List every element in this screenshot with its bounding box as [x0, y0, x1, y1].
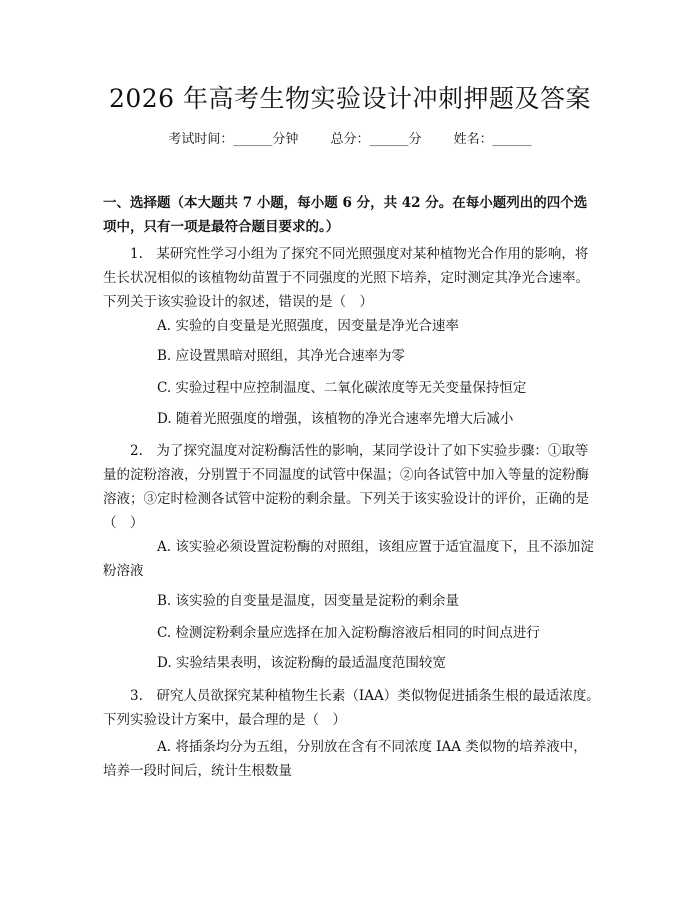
- question-2-option-c: C. 检测淀粉剩余量应选择在加入淀粉酶溶液后相同的时间点进行: [157, 625, 540, 641]
- exam-meta: [0, 130, 700, 150]
- exam-time-field: 考试时间：______分钟: [168, 132, 299, 147]
- question-3-stem: 3. 研究人员欲探究某种植物生长素（IAA）类似物促进插条生根的最适浓度。下列实验设计方案中，最合理的是（ ）: [103, 688, 600, 728]
- question-1-option-d: D. 随着光照强度的增强，该植物的净光合速率先增大后减小: [157, 411, 514, 427]
- student-name-field: 姓名：______: [453, 132, 532, 147]
- question-3-option-a: A. 将插条均分为五组，分别放在含有不同浓度 IAA 类似物的培养液中，培养一段时间后，统计生根数量: [103, 739, 587, 779]
- section-heading-choice: 一、选择题（本大题共 7 小题，每小题 6 分，共 42 分。在每小题列出的四个选项中，只有一项是最符合题目要求的。）: [103, 195, 588, 235]
- total-score-field: 总分：______分: [330, 132, 422, 147]
- page-title: 2026 年高考生物实验设计冲刺押题及答案: [108, 84, 592, 113]
- question-2-option-a: A. 该实验必须设置淀粉酶的对照组，该组应置于适宜温度下，且不添加淀粉溶液: [103, 539, 594, 579]
- question-2-stem: 2. 为了探究温度对淀粉酶活性的影响，某同学设计了如下实验步骤：①取等量的淀粉溶液，分别置于不同温度的试管中保温；②向各试管中加入等量的淀粉酶溶液；③定时检测各试管中淀粉的剩余量。下列关于该实验设计的评价，正确的是（ ）: [103, 443, 589, 531]
- question-1-option-b: B. 应设置黑暗对照组，其净光合速率为零: [157, 348, 406, 364]
- question-1-option-a: A. 实验的自变量是光照强度，因变量是净光合速率: [157, 318, 459, 334]
- question-2-option-b: B. 该实验的自变量是温度，因变量是淀粉的剩余量: [157, 593, 460, 609]
- question-1-stem: 1. 某研究性学习小组为了探究不同光照强度对某种植物光合作用的影响，将生长状况相似的该植物幼苗置于不同强度的光照下培养，定时测定其净光合速率。下列关于该实验设计的叙述，错误的是（ ）: [103, 246, 589, 310]
- question-1-option-c: C. 实验过程中应控制温度、二氧化碳浓度等无关变量保持恒定: [157, 380, 527, 396]
- question-2-option-d: D. 实验结果表明，该淀粉酶的最适温度范围较宽: [157, 655, 446, 671]
